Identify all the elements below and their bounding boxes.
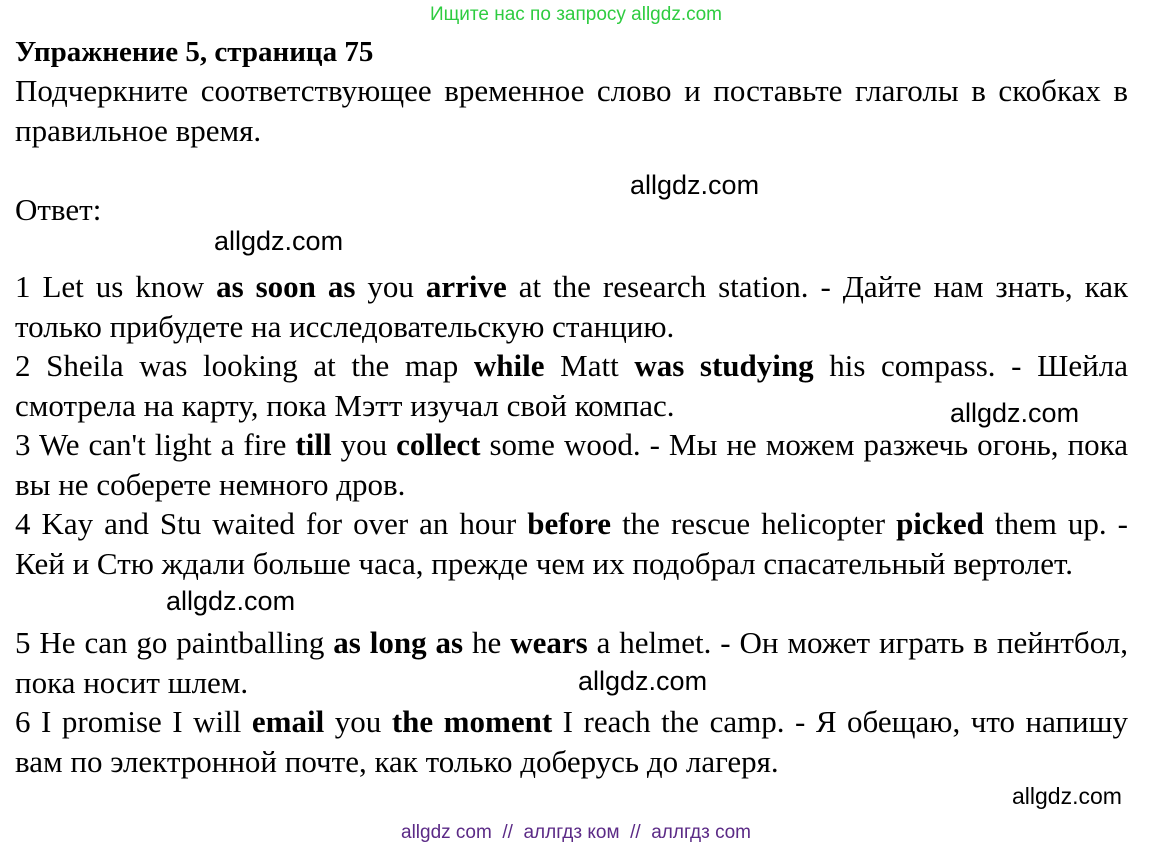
- watermark: allgdz.com: [1012, 783, 1122, 809]
- item-text: 1 Let us know: [15, 269, 217, 304]
- item-keyword: email: [251, 704, 325, 739]
- footer-links[interactable]: allgdz com // аллгдз ком // аллгдз com: [401, 822, 751, 843]
- item-text: a helmet. - Он может играть в пейнтбол, пока носит шлем.: [15, 625, 1129, 700]
- item-verb: arrive: [425, 269, 507, 304]
- watermark: allgdz.com: [630, 170, 760, 200]
- item-text: he: [463, 625, 511, 660]
- item-text: at the research station. - Дайте нам знать, как только прибудете на исследовательскую станцию.: [15, 269, 1129, 344]
- answer-label: Ответ:: [15, 192, 102, 227]
- watermark: allgdz.com: [578, 666, 708, 696]
- item-text: 3 We can't light a fire: [15, 427, 296, 462]
- item-keyword: while: [473, 348, 545, 383]
- top-banner[interactable]: Ищите нас по запросу allgdz.com: [429, 4, 722, 25]
- item-text: I reach the camp. - Я обещаю, что напишу вам по электронной почте, как только доберусь до лагеря.: [15, 704, 1129, 779]
- answer-item-1: [15, 267, 1128, 347]
- item-text: Matt: [544, 348, 635, 383]
- answer-item-3: [15, 425, 1128, 505]
- item-text: some wood. - Мы не можем разжечь огонь, пока вы не соберете немного дров.: [15, 427, 1129, 502]
- item-text: them up. - Кей и Стю ждали больше часа, прежде чем их подобрал спасательный вертолет.: [15, 506, 1128, 581]
- item-verb: wears: [510, 625, 588, 660]
- item-keyword: as soon as: [216, 269, 356, 304]
- instruction-text: Подчеркните соответствующее временное слово и поставьте глаголы в скобках в правильное время.: [15, 73, 1128, 148]
- item-verb: picked: [896, 506, 984, 541]
- item-text: 6 I promise I will: [15, 704, 252, 739]
- item-text: his compass. - Шейла смотрела на карту, пока Мэтт изучал свой компас.: [15, 348, 1128, 423]
- item-verb: was studying: [634, 348, 814, 383]
- item-text: 4 Kay and Stu waited for over an hour: [15, 506, 528, 541]
- answer-item-5: [15, 623, 1128, 703]
- item-text: you: [355, 269, 426, 304]
- item-text: 2 Sheila was looking at the map: [15, 348, 474, 383]
- answer-item-6: [15, 702, 1128, 782]
- item-text: you: [324, 704, 392, 739]
- item-keyword: before: [527, 506, 612, 541]
- item-keyword: as long as: [333, 625, 464, 660]
- watermark: allgdz.com: [166, 586, 296, 616]
- item-verb: collect: [396, 427, 481, 462]
- item-text: you: [331, 427, 397, 462]
- item-keyword: the moment: [391, 704, 553, 739]
- item-text: 5 He can go paintballing: [15, 625, 334, 660]
- exercise-title: Упражнение 5, страница 75: [15, 36, 374, 68]
- item-keyword: till: [295, 427, 332, 462]
- item-text: the rescue helicopter: [611, 506, 897, 541]
- answer-item-4: [15, 504, 1128, 584]
- watermark: allgdz.com: [214, 226, 344, 256]
- watermark: allgdz.com: [950, 398, 1080, 428]
